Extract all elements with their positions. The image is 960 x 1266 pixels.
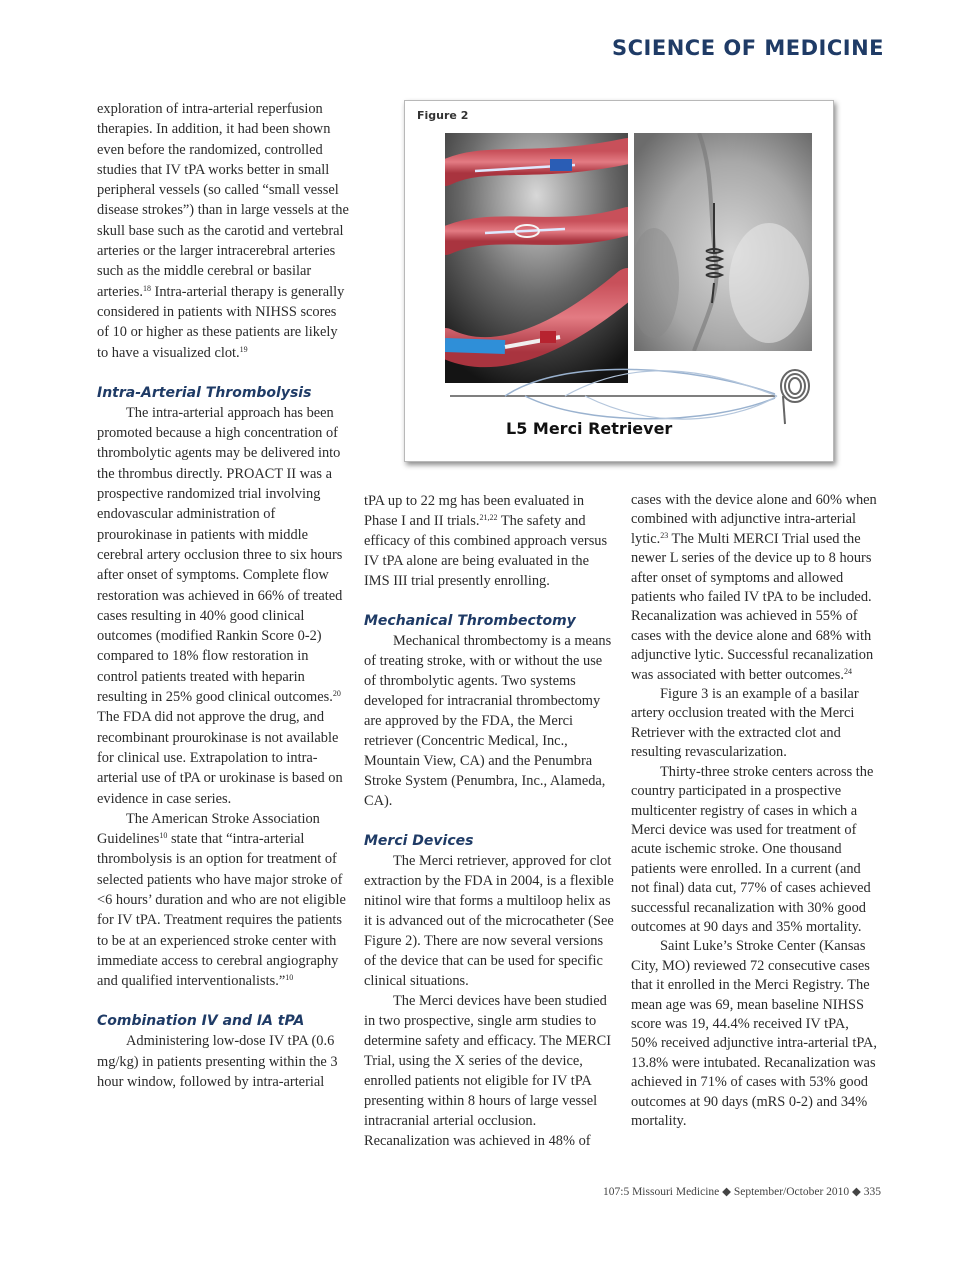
paragraph: The intra-arterial approach has been promoted because a high concentration of thrombolytic agents may be delivered into the thrombus directly. PROACT II was a prospective randomized trial involving endovascular administration of prourokinase in patients with middle cerebral artery occlusion three to six hours after onset of symptoms. Complete flow restoration was achieved in 66% of treated cases resulting in 40% good clinical outcomes (modified Rankin Score 0-2) compared to 18% flow restoration in control patients treated with heparin resulting in 25% good clinical outcomes.$^{20}$ The FDA did not approve the drug, and recombinant prourokinase is not available for clinical use. Extrapolation to intra-arterial use of tPA or urokinase is based on evidence in case series. bbox=[97, 404, 343, 807]
section-heading: Mechanical Thrombectomy bbox=[364, 613, 576, 629]
paragraph: Thirty-three stroke centers across the country participated in a prospective multicenter registry of cases in which a Merci device was used for treatment of acute ischemic stroke. One thousand patients were enrolled. In a current (and not final) data cut, 77% of cases achieved successful recanalization with 30% good outcomes at 90 days and 35% mortality. bbox=[631, 763, 874, 935]
reference: 10 bbox=[159, 831, 168, 841]
reference: 20 bbox=[332, 689, 341, 699]
paragraph: The American Stroke Association Guidelines$^{10}$ state that “intra-arterial thrombolysis is an option for treatment of selected patients who have major stroke of <6 hours’ duration and who are not eligible for IV tPA. Treatment requires the patients to be at an experienced stroke center with immediate access to cerebral angiography and qualified interventionalists.”$^{10}$ bbox=[97, 810, 346, 990]
paragraph: Mechanical thrombectomy is a means of treating stroke, with or without the use of thrombolytic agents. Two systems developed for intracranial thrombectomy are approved by the FDA, the Merci retriever (Concentric Medical, Inc., Mountain View, CA) and the Penumbra Stroke System (Penumbra, Inc., Alameda, CA). bbox=[364, 633, 612, 809]
paragraph: Administering low-dose IV tPA (0.6 mg/kg) in patients presenting within the 3 hour window, followed by intra-arterial bbox=[97, 1033, 338, 1091]
section-heading: Combination IV and IA tPA bbox=[97, 1013, 305, 1030]
paragraph: The Merci retriever, approved for clot extraction by the FDA in 2004, is a flexible nitinol wire that forms a multiloop helix as it is advanced out of the microcatheter (See Figure 2). There are now several versions of the device that can be used for specific clinical situations. bbox=[364, 853, 614, 989]
paragraph: exploration of intra-arterial reperfusion therapies. In addition, it had been shown even before the randomized, controlled studies that IV tPA works better in small peripheral vessels (so called “small vessel disease strokes”) than in large vessels at the skull base such as the carotid and vertebral arteries or the larger intracerebral arteries such as the middle cerebral or basilar arteries.$^{18}$ Intra-arterial therapy is generally considered in patients with NIHSS scores of 10 or higher as these patients are likely to have a visualized clot.$^{19}$ bbox=[97, 101, 349, 361]
column-3 bbox=[631, 491, 877, 1131]
figure-2 bbox=[404, 100, 834, 462]
reference: 23 bbox=[660, 530, 669, 540]
paragraph: Figure 3 is an example of a basilar artery occlusion treated with the Merci Retriever with the extracted clot and resulting revascularization. bbox=[631, 686, 859, 761]
paragraph: Saint Luke’s Stroke Center (Kansas City, MO) reviewed 72 consecutive cases that it enrolled in the Merci Registry. The mean age was 69, mean baseline NIHSS score was 19, 44.4% received IV tPA, 50% received adjunctive intra-arterial tPA, 13.8% were intubated. Recanalization was achieved in 71% of cases with 53% good outcomes at 90 days (mRS 0-2) and 34% mortality. bbox=[631, 938, 878, 1129]
section-title: SCIENCE OF MEDICINE bbox=[612, 36, 884, 60]
section-heading: Intra-Arterial Thrombolysis bbox=[97, 384, 312, 401]
reference: 18 bbox=[142, 283, 151, 293]
column-2 bbox=[364, 491, 614, 1151]
reference: 21,22 bbox=[479, 513, 498, 522]
page-footer: 107:5 Missouri Medicine ◆ September/October 2010 ◆ 335 bbox=[603, 1186, 881, 1198]
retriever-device bbox=[445, 356, 815, 426]
angiogram-image bbox=[634, 133, 812, 351]
paragraph: tPA up to 22 mg has been evaluated in Phase I and II trials.$^{21,22}$ The safety and efficacy of this combined approach versus IV tPA alone are being evaluated in the IMS III trial presently enrolling. bbox=[364, 493, 608, 589]
vessel-illustration bbox=[445, 133, 628, 383]
column-1 bbox=[97, 99, 349, 1092]
paragraph: cases with the device alone and 60% when combined with adjunctive intra-arterial lytic.$^{23}$ The Multi MERCI Trial used the newer L series of the device up to 8 hours after onset of symptoms and allowed patients who failed IV tPA to be included. Recanalization was achieved in 55% of cases with the device alone and 68% with adjunctive lytic. Successful recanalization was associated with better outcomes.$^{24}$ bbox=[631, 492, 877, 683]
reference: 19 bbox=[239, 344, 248, 354]
figure-caption: L5 Merci Retriever bbox=[506, 419, 673, 438]
section-heading: Merci Devices bbox=[364, 833, 474, 849]
paragraph: The Merci devices have been studied in two prospective, single arm studies to determine safety and efficacy. The MERCI Trial, using the X series of the device, enrolled patients not eligible for IV tPA presenting within 8 hours of large vessel intracranial arterial occlusion. Recanalization was achieved in 48% of bbox=[364, 993, 612, 1149]
reference: 10 bbox=[285, 973, 294, 983]
reference: 24 bbox=[844, 666, 852, 676]
figure-label: Figure 2 bbox=[417, 109, 469, 122]
